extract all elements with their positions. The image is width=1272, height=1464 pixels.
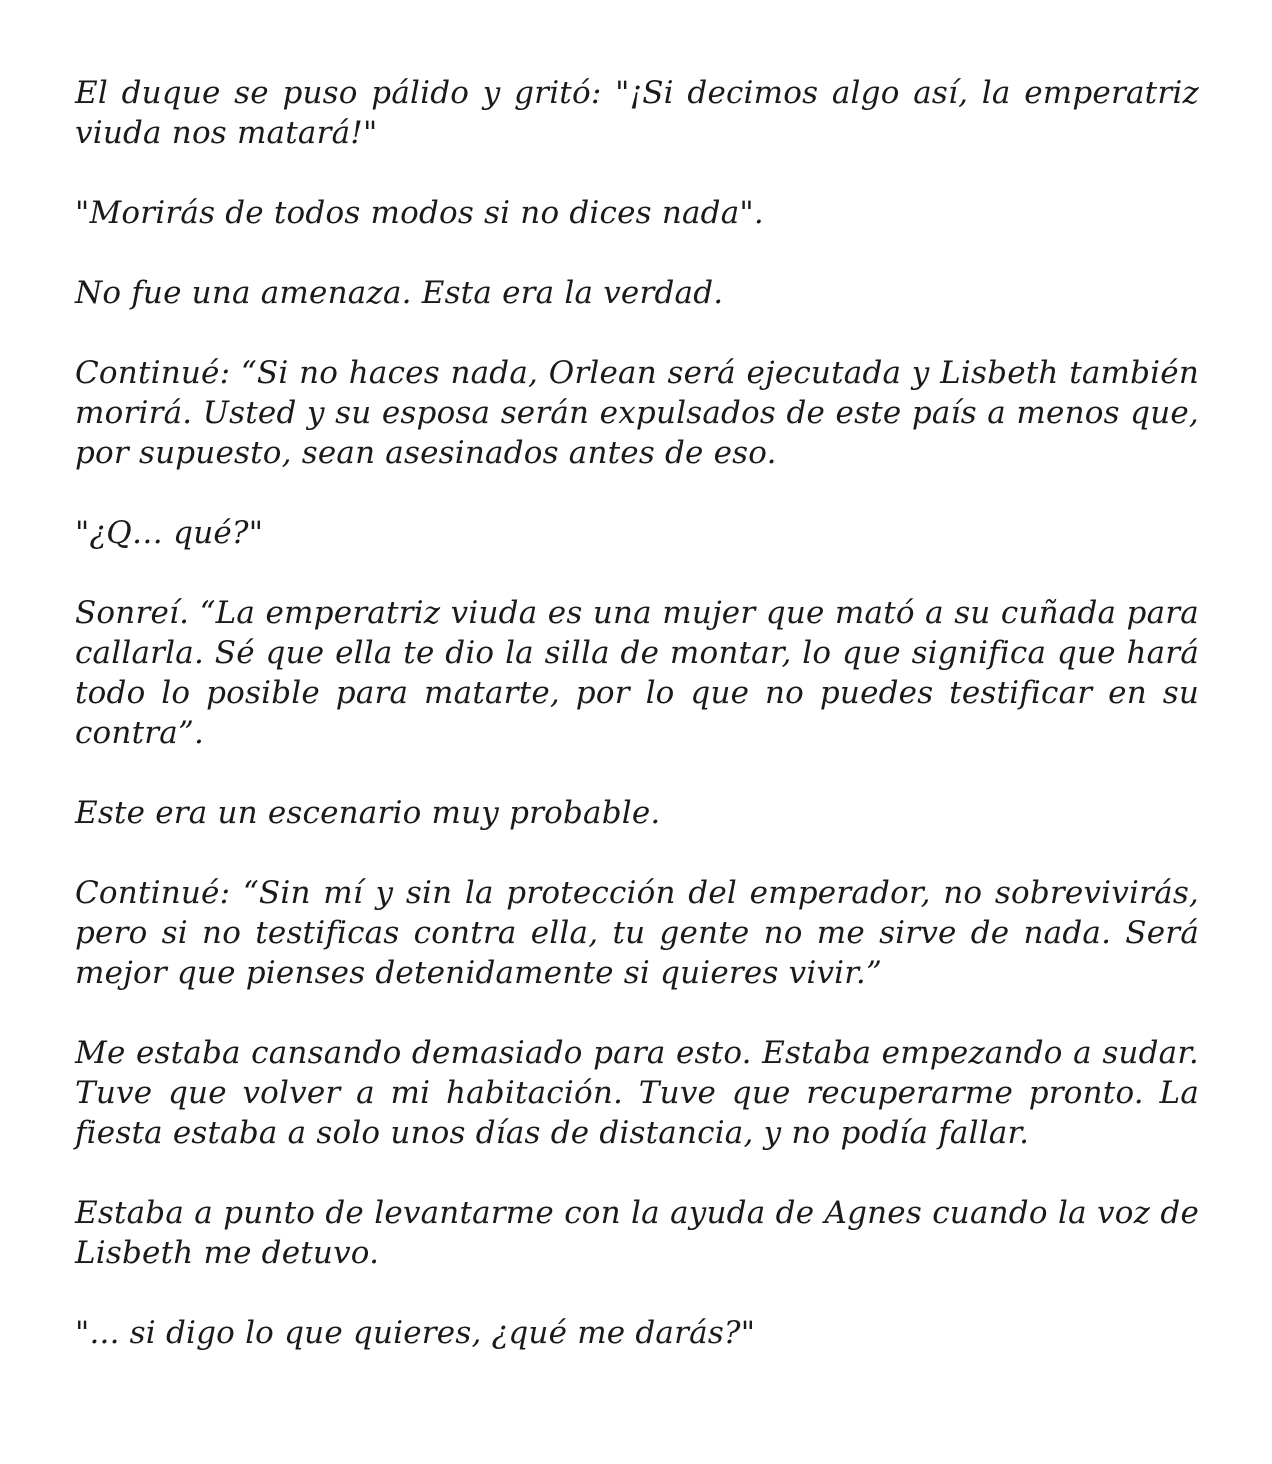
paragraph-3: No fue una amenaza. Esta era la verdad. [75, 275, 724, 311]
paragraph-8: Continué: “Sin mí y sin la protección del emperador, no sobrevivirás, pero si no testificas contra ella, tu gente no me sirve de nada. Será mejor que pienses detenidamente si quieres vivir.” [75, 875, 1199, 991]
paragraph-2: "Morirás de todos modos si no dices nada". [75, 195, 764, 231]
paragraph-1: El duque se puso pálido y gritó: "¡Si decimos algo así, la emperatriz viuda nos matará!" [75, 75, 1199, 151]
paragraph-6: Sonreí. “La emperatriz viuda es una mujer que mató a su cuñada para callarla. Sé que ella te dio la silla de montar, lo que significa que hará todo lo posible para matarte, por lo que no puedes testificar en su contra”. [75, 595, 1199, 751]
paragraph-11: "... si digo lo que quieres, ¿qué me darás?" [75, 1315, 756, 1351]
paragraph-7: Este era un escenario muy probable. [75, 795, 661, 831]
paragraph-4: Continué: “Si no haces nada, Orlean será ejecutada y Lisbeth también morirá. Usted y su esposa serán expulsados de este país a menos que, por supuesto, sean asesinados antes de eso. [75, 355, 1199, 471]
paragraph-10: Estaba a punto de levantarme con la ayuda de Agnes cuando la voz de Lisbeth me detuvo. [75, 1195, 1199, 1271]
paragraph-5: "¿Q… qué?" [75, 515, 264, 551]
paragraph-9: Me estaba cansando demasiado para esto. Estaba empezando a sudar. Tuve que volver a mi habitación. Tuve que recuperarme pronto. La fiesta estaba a solo unos días de distancia, y no podía fallar. [75, 1035, 1199, 1151]
document-page [75, 73, 1199, 1353]
